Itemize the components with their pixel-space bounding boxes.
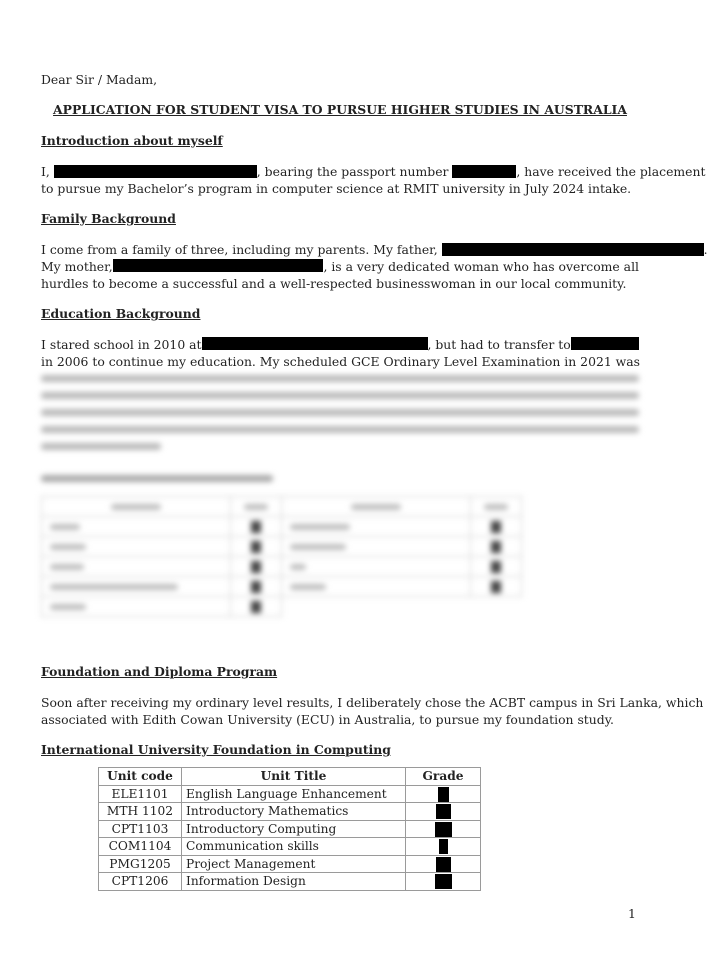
redacted-grade xyxy=(406,803,481,821)
family-line-3: hurdles to become a successful and a well-respected businesswoman in our local community. xyxy=(41,276,627,291)
salutation: Dear Sir / Madam, xyxy=(41,72,158,87)
blurred-results-table xyxy=(41,496,522,617)
intro-text-b: , bearing the passport number xyxy=(256,164,449,179)
foundation-heading: Foundation and Diploma Program xyxy=(41,664,278,679)
intro-heading: Introduction about myself xyxy=(41,133,223,148)
iufc-heading: International University Foundation in Computing xyxy=(41,742,391,757)
family-text-a: I come from a family of three, including my parents. My father, xyxy=(41,242,438,257)
blurred-line xyxy=(41,443,161,450)
units-table xyxy=(98,767,481,891)
intro-text-c: , have received the placement xyxy=(516,164,706,179)
unit-code: PMG1205 xyxy=(99,855,182,873)
education-line-2 xyxy=(41,354,639,370)
table-row xyxy=(99,855,481,873)
unit-title: Information Design xyxy=(182,873,406,891)
foundation-line-1 xyxy=(41,695,704,711)
unit-title: Project Management xyxy=(182,855,406,873)
blurred-subheading xyxy=(41,475,273,482)
blurred-line xyxy=(41,375,639,382)
family-line-2 xyxy=(41,259,639,275)
foundation-text-a: Soon after receiving my ordinary level results, I deliberately chose the ACBT campus in Sri Lanka, which xyxy=(41,695,704,710)
page-number: 1 xyxy=(628,906,636,921)
education-text-c: in 2006 to continue my education. My scheduled GCE Ordinary Level Examination in 2021 was xyxy=(41,354,641,369)
blurred-line xyxy=(41,409,639,416)
intro-text-a: I, xyxy=(41,164,50,179)
unit-code: CPT1103 xyxy=(99,820,182,838)
document-title: APPLICATION FOR STUDENT VISA TO PURSUE HIGHER STUDIES IN AUSTRALIA xyxy=(53,102,627,117)
unit-code: COM1104 xyxy=(99,838,182,856)
education-heading: Education Background xyxy=(41,306,201,321)
redacted-father-name xyxy=(442,243,704,256)
table-row xyxy=(99,820,481,838)
family-text-d: , is a very dedicated woman who has overcome all xyxy=(323,259,639,274)
intro-line-1 xyxy=(41,164,706,180)
education-text-b: , but had to transfer to xyxy=(427,337,571,352)
education-line-1 xyxy=(41,337,639,353)
table-row xyxy=(99,838,481,856)
table-row xyxy=(99,785,481,803)
unit-title: Communication skills xyxy=(182,838,406,856)
blurred-line xyxy=(41,392,639,399)
col-grade: Grade xyxy=(406,768,481,786)
family-text-b: . xyxy=(703,242,708,257)
table-row xyxy=(99,803,481,821)
unit-title: English Language Enhancement xyxy=(182,785,406,803)
redacted-grade xyxy=(406,785,481,803)
redacted-school-2a xyxy=(571,337,639,350)
col-unit-code: Unit code xyxy=(99,768,182,786)
blurred-line xyxy=(41,426,639,433)
units-table-header xyxy=(99,768,481,786)
family-heading: Family Background xyxy=(41,211,176,226)
unit-title: Introductory Computing xyxy=(182,820,406,838)
foundation-line-2: associated with Edith Cowan University (ECU) in Australia, to pursue my foundation study. xyxy=(41,712,614,727)
redacted-passport-number xyxy=(452,165,516,178)
redacted-grade xyxy=(406,873,481,891)
redacted-grade xyxy=(406,820,481,838)
unit-code: MTH 1102 xyxy=(99,803,182,821)
family-line-1 xyxy=(41,242,708,258)
unit-code: ELE1101 xyxy=(99,785,182,803)
redacted-grade xyxy=(406,855,481,873)
unit-title: Introductory Mathematics xyxy=(182,803,406,821)
redacted-grade xyxy=(406,838,481,856)
redacted-mother-name xyxy=(113,259,324,272)
education-text-a: I stared school in 2010 at xyxy=(41,337,202,352)
family-text-c: My mother, xyxy=(41,259,113,274)
col-unit-title: Unit Title xyxy=(182,768,406,786)
redacted-name xyxy=(54,165,257,178)
unit-code: CPT1206 xyxy=(99,873,182,891)
table-row xyxy=(99,873,481,891)
redacted-school-1 xyxy=(202,337,428,350)
intro-line-2: to pursue my Bachelor’s program in computer science at RMIT university in July 2024 intake. xyxy=(41,181,632,196)
